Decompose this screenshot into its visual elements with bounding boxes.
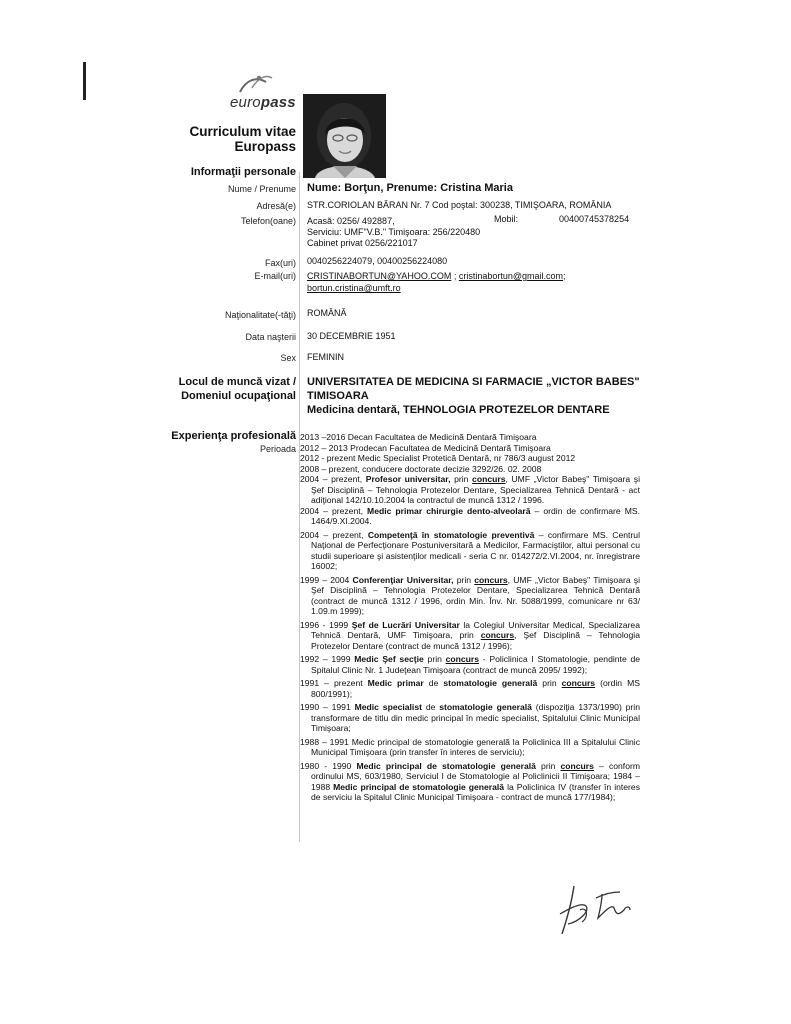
experience-text: (dispoziţia 1373/1990) prin transformare de titlu din medic principal în medic specialist, Spitalului Clinic Municipal Timişoara; xyxy=(311,702,640,733)
experience-item xyxy=(300,702,640,734)
experience-text: 1996 - 1999 xyxy=(300,619,352,630)
experience-text: 2012 - prezent Medic Specialist Protetică Dentară, nr 786/3 august 2012 xyxy=(300,453,576,463)
cv-title-line1: Curriculum vitae xyxy=(189,124,296,139)
experience-item xyxy=(300,506,640,527)
experience-text: 2004 – prezent, xyxy=(300,529,368,540)
experience-text: la Policlinica IV (transfer în interes de serviciu la Spitalul Clinic Municipal Timişoara - contract de muncă 177/1984); xyxy=(311,781,640,802)
handwritten-signature xyxy=(556,880,646,942)
experience-item xyxy=(300,737,640,758)
job-value-line3: Medicina dentară, TEHNOLOGIA PROTEZELOR DENTARE xyxy=(307,404,610,416)
experience-text: – conform ordinului MS, 603/1980, Serviciul I de Stomatologie al Policlinicii II Timişoara; 1984 – 1988 xyxy=(311,760,640,792)
sex-value: FEMININ xyxy=(307,352,344,362)
experience-text: Medic primar xyxy=(367,678,424,688)
experience-text: Competenţă în stomatologie preventivă xyxy=(367,529,535,540)
experience-text: 1988 – 1991 Medic principal de stomatologie generală la Policlinica III a Spitalului Clinic Municipal Timişoara (prin transfer în interes de serviciu); xyxy=(300,736,640,757)
experience-item xyxy=(300,575,640,617)
address-label: Adresă(e) xyxy=(256,201,296,211)
experience-text: la Colegiul Universitar Medical, Specializarea Tehnică Dentară, UMF Timişoara, prin xyxy=(311,619,640,640)
fax-label: Fax(uri) xyxy=(265,258,296,268)
phone-mobile-label: Mobil: xyxy=(494,214,519,224)
experience-text: 2004 – prezent, xyxy=(300,474,366,484)
job-value-line2: TIMISOARA xyxy=(307,390,369,402)
sex-label: Sex xyxy=(280,353,296,363)
experience-text: Conferenţiar Universitar, xyxy=(352,574,454,585)
experience-text: concurs xyxy=(474,574,508,585)
email-end: ; xyxy=(563,271,566,281)
section-personal-info: Informaţii personale xyxy=(190,166,296,178)
email-label: E-mail(uri) xyxy=(254,271,296,281)
experience-text: Şef de Lucrări Universitar xyxy=(351,619,460,630)
experience-text: prin xyxy=(453,574,475,585)
experience-item xyxy=(300,620,640,652)
experience-item xyxy=(300,474,640,506)
europass-swoosh-icon xyxy=(222,72,302,96)
birth-value: 30 DECEMBRIE 1951 xyxy=(307,331,396,341)
experience-text: prin xyxy=(450,474,473,484)
job-label-line1: Locul de muncă vizat / xyxy=(178,376,296,388)
experience-text: , UMF „Victor Babeş" Timişoara şi Şef Disciplină – Tehnologia Protezelor Dentare, Specializarea Tehnică Dentară - act adiţional 142/10.10.2004 la contractul de muncă 1312 / 1996. xyxy=(311,474,640,505)
experience-text: Medic specialist xyxy=(354,702,422,712)
experience-text: 1990 – 1991 xyxy=(300,702,355,712)
nationality-label: Naţionalitate(-tăţi) xyxy=(224,310,296,320)
phone-cabinet: Cabinet privat 0256/221017 xyxy=(307,238,418,248)
experience-text: , Şef Disciplină – Tehnologia Protezelor Dentare (contract de muncă 1312 / 1996); xyxy=(311,630,640,651)
experience-text: de xyxy=(421,702,440,712)
experience-text: 1991 – prezent xyxy=(300,678,368,688)
europass-logo xyxy=(222,72,302,112)
experience-item xyxy=(300,761,640,803)
nationality-value: ROMÂNĂ xyxy=(307,308,347,318)
experience-text: Profesor universitar, xyxy=(365,474,451,484)
phone-label: Telefon(oane) xyxy=(240,216,296,226)
email-link-3[interactable]: bortun.cristina@umft.ro xyxy=(307,283,401,293)
experience-text: (ordin MS 800/1991); xyxy=(311,678,641,699)
email-link-1[interactable]: CRISTINABORTUN@YAHOO.COM xyxy=(307,271,452,281)
experience-text: prin xyxy=(537,678,562,688)
email-line1 xyxy=(307,271,566,282)
experience-text: Medic principal de stomatologie generală xyxy=(333,781,505,792)
email-link-2[interactable]: cristinabortun@gmail.com xyxy=(458,271,564,281)
experience-text: de xyxy=(423,678,444,688)
cv-title xyxy=(160,124,296,154)
cv-title-line2: Europass xyxy=(234,139,296,154)
experience-text: - Policlinica I Stomatologie, pendinte de Spitalul Clinic Nr. 1 Judeţean Timişoara (contract de muncă 2095/ 1992); xyxy=(311,654,641,675)
logo-wordmark: europass xyxy=(230,94,296,111)
experience-item xyxy=(300,678,640,699)
section-experience: Experienţa profesională xyxy=(171,430,296,442)
period-label: Perioada xyxy=(259,444,296,454)
experience-item xyxy=(300,654,640,675)
portrait-photo-image xyxy=(303,94,386,178)
phone-service: Serviciu: UMF"V.B." Timişoara: 256/220480 xyxy=(307,227,481,237)
address-value: STR.CORIOLAN BĂRAN Nr. 7 Cod poştal: 300238, TIMIŞOARA, ROMÂNIA xyxy=(307,200,612,210)
phone-home: Acasă: 0256/ 492887, xyxy=(307,216,395,226)
experience-text: Medic Şef secţie xyxy=(354,654,424,664)
email-separator: ; xyxy=(451,271,459,281)
experience-item xyxy=(300,443,640,454)
email-line2 xyxy=(307,283,401,294)
experience-text: 1980 - 1990 xyxy=(300,760,357,771)
phone-mobile: 00400745378254 xyxy=(559,214,630,224)
experience-text: Medic principal de stomatologie generală xyxy=(356,760,536,771)
name-label: Nume / Prenume xyxy=(227,184,296,194)
experience-text: prin xyxy=(423,654,446,664)
experience-text: 1999 – 2004 xyxy=(300,574,353,585)
name-value: Nume: Borţun, Prenume: Cristina Maria xyxy=(307,182,513,194)
margin-mark xyxy=(83,62,86,100)
experience-text: , UMF „Victor Babeş" Timişoara şi Şef Disciplină – Tehnologia Protezelor Dentare, Specializarea Tehnică Dentară (contract de muncă 1312 / 1996, ordin Min. Înv. Nr. 5088/1999, comunicare nr 63/ 1.09.m 1999); xyxy=(311,574,640,616)
experience-item xyxy=(300,530,640,572)
experience-item xyxy=(300,432,640,443)
experience-item xyxy=(300,464,640,475)
experience-text: – confirmare MS. Centrul Naţional de Perfecţionare Postuniversitară a Medicilor, Farmaciştilor, altui personal cu studii superioare şi asistenţilor medicali - seria C nr. 014272/2.VI.2004, nr. înregistrare 16002; xyxy=(311,529,640,571)
birth-label: Data naşterii xyxy=(245,332,296,342)
experience-text: 2008 – prezent, conducere doctorate decizie 3292/26. 02. 2008 xyxy=(300,463,542,474)
experience-text: concurs xyxy=(445,654,480,664)
experience-text: prin xyxy=(535,760,561,771)
job-label-line2: Domeniul ocupaţional xyxy=(181,390,296,402)
experience-list xyxy=(300,432,640,803)
experience-text: concurs xyxy=(480,630,515,640)
experience-text: 2004 – prezent, xyxy=(300,505,368,516)
experience-text: 2012 – 2013 Prodecan Facultatea de Medicină Dentară Timişoara xyxy=(300,442,551,453)
experience-text: concurs xyxy=(472,474,506,484)
experience-text: 1992 – 1999 xyxy=(300,654,355,664)
experience-text: – ordin de confirmare MS. 1464/9.XI.2004. xyxy=(311,505,640,526)
experience-item xyxy=(300,453,640,464)
portrait-photo xyxy=(303,94,386,178)
fax-value: 0040256224079, 00400256224080 xyxy=(307,256,448,266)
experience-text: stomatologie generală xyxy=(439,702,532,712)
experience-text: stomatologie generală xyxy=(443,678,538,688)
experience-text: concurs xyxy=(560,760,594,771)
job-value-line1: UNIVERSITATEA DE MEDICINA SI FARMACIE „VICTOR BABES" xyxy=(307,376,640,388)
experience-text: Medic primar chirurgie dento-alveolară xyxy=(367,505,531,516)
experience-text: concurs xyxy=(561,678,596,688)
experience-text: 2013 –2016 Decan Facultatea de Medicină Dentară Timişoara xyxy=(300,432,537,442)
